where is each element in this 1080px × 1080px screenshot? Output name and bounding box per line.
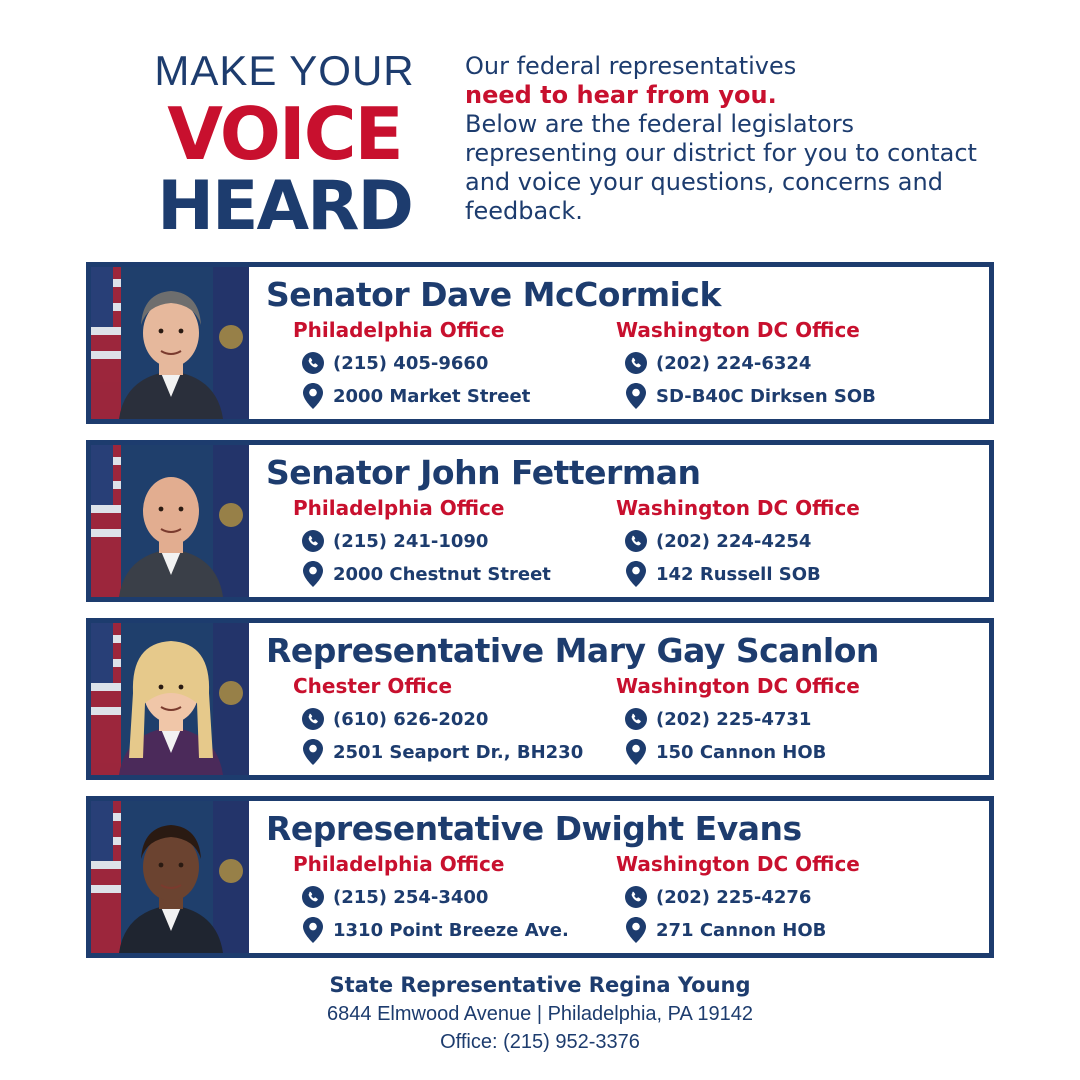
footer-name: State Representative Regina Young xyxy=(329,973,751,997)
local-phone: (215) 254-3400 xyxy=(333,886,489,908)
headline-heard: HEARD xyxy=(157,167,412,246)
local-address: 2000 Market Street xyxy=(333,385,531,407)
local-office-block xyxy=(293,673,583,765)
intro-text xyxy=(465,52,985,226)
local-address: 1310 Point Breeze Ave. xyxy=(333,919,569,941)
dc-phone-row[interactable] xyxy=(624,884,860,910)
local-phone: (610) 626-2020 xyxy=(333,708,489,730)
headline-make-your: MAKE YOUR xyxy=(154,47,415,94)
local-address-row xyxy=(301,383,530,409)
legislator-name: Senator John Fetterman xyxy=(266,453,701,492)
phone-icon xyxy=(301,351,325,375)
dc-office-title: Washington DC Office xyxy=(616,852,860,876)
local-office-title: Chester Office xyxy=(293,674,453,698)
dc-phone: (202) 224-4254 xyxy=(656,530,812,552)
local-office-block xyxy=(293,495,551,587)
local-office-title: Philadelphia Office xyxy=(293,318,505,342)
local-phone-row[interactable] xyxy=(301,706,583,732)
dc-office-title: Washington DC Office xyxy=(616,674,860,698)
legislator-info xyxy=(266,273,979,417)
dc-office-block xyxy=(616,673,860,765)
legislator-name: Representative Mary Gay Scanlon xyxy=(266,631,879,670)
dc-office-title: Washington DC Office xyxy=(616,318,860,342)
dc-phone: (202) 225-4731 xyxy=(656,708,812,730)
location-pin-icon xyxy=(624,562,648,586)
legislator-photo xyxy=(91,623,249,775)
dc-address: 142 Russell SOB xyxy=(656,563,821,585)
legislator-info xyxy=(266,451,979,595)
local-office-block xyxy=(293,851,569,943)
location-pin-icon xyxy=(301,384,325,408)
dc-office-title: Washington DC Office xyxy=(616,496,860,520)
phone-icon xyxy=(624,529,648,553)
headline-voice: VOICE xyxy=(167,92,402,176)
location-pin-icon xyxy=(301,918,325,942)
location-pin-icon xyxy=(624,740,648,764)
local-address-row xyxy=(301,739,583,765)
legislator-card xyxy=(86,796,994,958)
legislator-card xyxy=(86,618,994,780)
local-address-row xyxy=(301,917,569,943)
phone-icon xyxy=(301,707,325,731)
dc-address: 271 Cannon HOB xyxy=(656,919,827,941)
footer-address: 6844 Elmwood Avenue | Philadelphia, PA 19142 xyxy=(327,1003,753,1025)
dc-address-row xyxy=(624,561,860,587)
phone-icon xyxy=(624,707,648,731)
legislator-name: Representative Dwight Evans xyxy=(266,809,802,848)
local-address-row xyxy=(301,561,551,587)
dc-phone-row[interactable] xyxy=(624,706,860,732)
local-phone-row[interactable] xyxy=(301,528,551,554)
dc-address: 150 Cannon HOB xyxy=(656,741,827,763)
dc-office-block xyxy=(616,495,860,587)
local-address: 2501 Seaport Dr., BH230 xyxy=(333,741,584,763)
intro-line1: Our federal representatives xyxy=(465,52,797,80)
phone-icon xyxy=(624,885,648,909)
dc-phone: (202) 225-4276 xyxy=(656,886,812,908)
location-pin-icon xyxy=(624,918,648,942)
legislator-name: Senator Dave McCormick xyxy=(266,275,721,314)
dc-address-row xyxy=(624,383,876,409)
dc-address-row xyxy=(624,917,860,943)
intro-rest: Below are the federal legislators representing our district for you to contact and voice your questions, concerns and feedback. xyxy=(465,110,977,225)
location-pin-icon xyxy=(301,562,325,586)
local-phone-row[interactable] xyxy=(301,884,569,910)
legislator-photo xyxy=(91,801,249,953)
location-pin-icon xyxy=(301,740,325,764)
legislator-photo xyxy=(91,445,249,597)
dc-phone: (202) 224-6324 xyxy=(656,352,812,374)
footer xyxy=(0,970,1080,1056)
headline xyxy=(142,47,427,246)
phone-icon xyxy=(301,885,325,909)
dc-address-row xyxy=(624,739,860,765)
dc-office-block xyxy=(616,317,876,409)
local-phone-row[interactable] xyxy=(301,350,530,376)
dc-office-block xyxy=(616,851,860,943)
local-office-title: Philadelphia Office xyxy=(293,496,505,520)
legislator-info xyxy=(266,629,979,773)
local-address: 2000 Chestnut Street xyxy=(333,563,551,585)
legislator-card xyxy=(86,440,994,602)
footer-office: Office: (215) 952-3376 xyxy=(440,1031,640,1053)
legislator-photo xyxy=(91,267,249,419)
legislator-card xyxy=(86,262,994,424)
phone-icon xyxy=(301,529,325,553)
dc-phone-row[interactable] xyxy=(624,528,860,554)
phone-icon xyxy=(624,351,648,375)
local-phone: (215) 241-1090 xyxy=(333,530,489,552)
local-office-block xyxy=(293,317,530,409)
location-pin-icon xyxy=(624,384,648,408)
legislator-info xyxy=(266,807,979,951)
local-office-title: Philadelphia Office xyxy=(293,852,505,876)
intro-emphasis: need to hear from you. xyxy=(465,81,777,109)
local-phone: (215) 405-9660 xyxy=(333,352,489,374)
dc-address: SD-B40C Dirksen SOB xyxy=(656,385,876,407)
dc-phone-row[interactable] xyxy=(624,350,876,376)
